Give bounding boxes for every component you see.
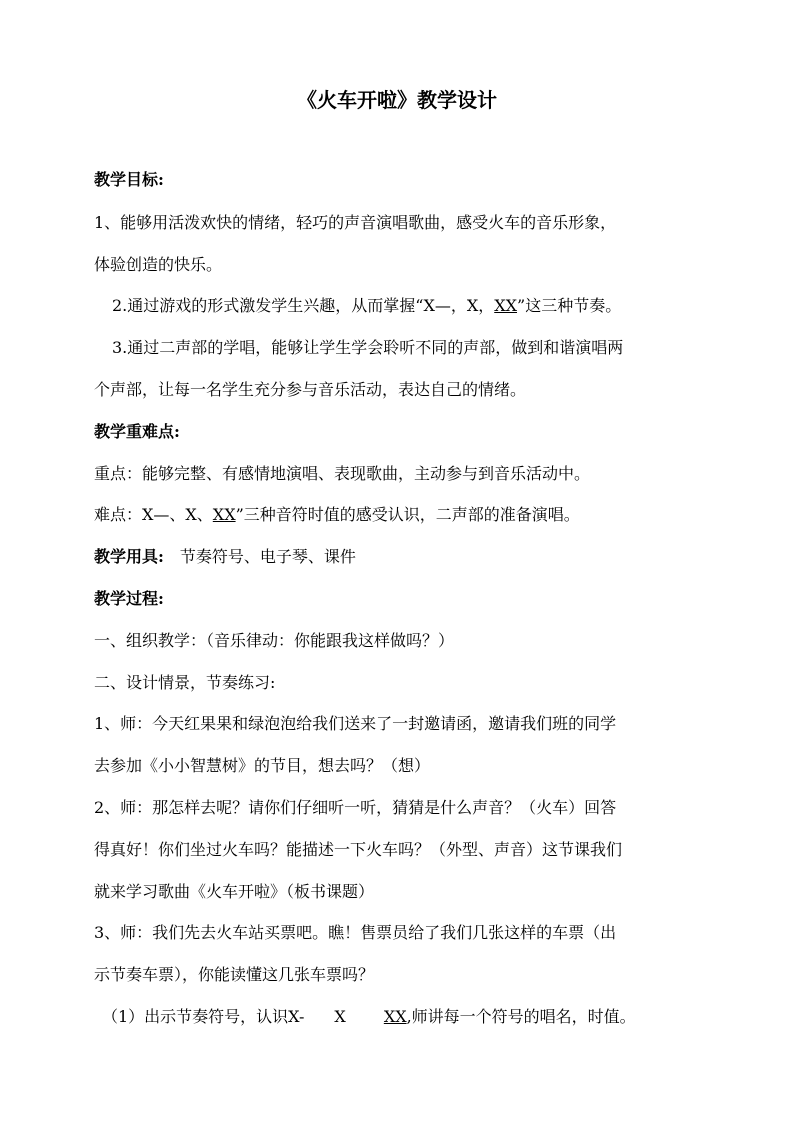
objective-2-rhythm-underlined: XX: [494, 296, 518, 315]
paragraph-1-line-2: 去参加《小小智慧树》的节目，想去吗？（想）: [94, 756, 431, 775]
key-points-heading: 教学重难点:: [94, 422, 180, 441]
process-step-1: 一、组织教学：（音乐律动：你能跟我这样做吗？）: [94, 631, 455, 650]
paragraph-4-suffix: ,师讲每一个符号的唱名，时值。: [406, 1007, 636, 1026]
paragraph-1-line-1: 1、师：今天红果果和绿泡泡给我们送来了一封邀请函，邀请我们班的同学: [94, 714, 617, 733]
objective-2-prefix: 2.通过游戏的形式激发学生兴趣，从而掌握“X—，X，: [112, 296, 495, 315]
paragraph-2-line-2: 得真好！你们坐过火车吗？能描述一下火车吗？（外型、声音）这节课我们: [94, 840, 623, 859]
process-step-2: 二、设计情景，节奏练习:: [94, 673, 276, 692]
difficulty-rhythm-underlined: XX: [212, 505, 236, 524]
tools-content: 节奏符号、电子琴、课件: [179, 547, 356, 566]
difficulty-point: [94, 503, 714, 527]
paragraph-4-x: X: [334, 1007, 346, 1026]
paragraph-4-rhythm-underlined: XX: [383, 1007, 407, 1026]
tools-line: [94, 545, 714, 569]
paragraph-4-prefix: （1）出示节奏符号，认识X-: [102, 1007, 305, 1026]
paragraph-4: [102, 1005, 722, 1029]
paragraph-3-line-1: 3、师：我们先去火车站买票吧。瞧！售票员给了我们几张这样的车票（出: [94, 923, 617, 942]
objectives-heading: 教学目标:: [94, 170, 164, 189]
objective-3-line-2: 个声部，让每一名学生充分参与音乐活动，表达自己的情绪。: [94, 380, 527, 399]
difficulty-prefix: 难点：X—、X、: [94, 505, 213, 524]
objective-1-line-1: 1、能够用活泼欢快的情绪，轻巧的声音演唱歌曲，感受火车的音乐形象，: [94, 213, 617, 232]
objective-3-line-1: 3.通过二声部的学唱，能够让学生学会聆听不同的声部，做到和谐演唱两: [112, 338, 624, 357]
objective-2: [112, 294, 732, 318]
objective-1-line-2: 体验创造的快乐。: [94, 255, 223, 274]
paragraph-3-line-2: 示节奏车票），你能读懂这几张车票吗？: [94, 965, 375, 984]
objective-2-suffix: ”这三种节奏。: [517, 296, 622, 315]
document-title: 《火车开啦》教学设计: [297, 88, 497, 112]
paragraph-2-line-3: 就来学习歌曲《火车开啦》（板书课题）: [94, 882, 375, 901]
focus-point: 重点：能够完整、有感情地演唱、表现歌曲，主动参与到音乐活动中。: [94, 464, 591, 483]
process-heading: 教学过程:: [94, 589, 164, 608]
difficulty-suffix: ”三种音符时值的感受认识，二声部的准备演唱。: [235, 505, 580, 524]
tools-heading: 教学用具:: [94, 547, 164, 566]
paragraph-2-line-1: 2、师：那怎样去呢？请你们仔细听一听，猜猜是什么声音？（火车）回答: [94, 798, 617, 817]
